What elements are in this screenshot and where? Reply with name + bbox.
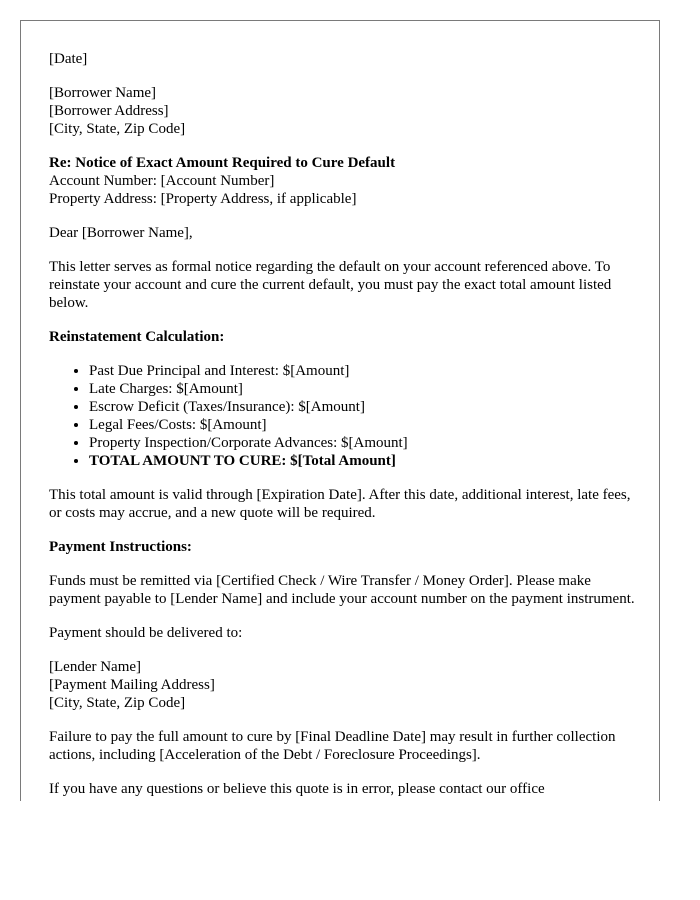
recipient-address: [Borrower Address] <box>49 103 169 119</box>
lender-address: [Payment Mailing Address] <box>49 677 215 693</box>
failure-paragraph: Failure to pay the full amount to cure by [Final Deadline Date] may result in further collection actions, including [Acceleration of the Debt / Foreclosure Proceedings]. <box>49 729 616 763</box>
letter-page <box>20 20 660 801</box>
recipient-city-state-zip: [City, State, Zip Code] <box>49 121 186 137</box>
lender-name: [Lender Name] <box>49 659 142 675</box>
account-number-line: Account Number: [Account Number] <box>49 173 275 189</box>
list-item: • Escrow Deficit (Taxes/Insurance): $[Amount] <box>89 398 639 416</box>
calculation-heading: Reinstatement Calculation: <box>49 329 225 345</box>
lender-city-state-zip: [City, State, Zip Code] <box>49 695 186 711</box>
payment-paragraph: Funds must be remitted via [Certified Check / Wire Transfer / Money Order]. Please make payment payable to [Lender Name] and include your account number on the payment instrument. <box>49 573 635 607</box>
subject-block <box>49 154 639 208</box>
list-item: • Late Charges: $[Amount] <box>89 380 639 398</box>
lender-block <box>49 658 639 712</box>
letter-date: [Date] <box>49 51 88 67</box>
list-item: • Legal Fees/Costs: $[Amount] <box>89 416 639 434</box>
validity-paragraph: This total amount is valid through [Expiration Date]. After this date, additional interest, late fees, or costs may accrue, and a new quote will be required. <box>49 487 631 521</box>
letter-body <box>49 50 639 801</box>
recipient-name: [Borrower Name] <box>49 85 157 101</box>
payment-heading: Payment Instructions: <box>49 539 192 555</box>
salutation: Dear [Borrower Name], <box>49 225 193 241</box>
cutoff-paragraph: If you have any questions or believe this quote is in error, please contact our office <box>49 781 545 797</box>
intro-paragraph: This letter serves as formal notice regarding the default on your account referenced above. To reinstate your account and cure the current default, you must pay the exact total amount listed below. <box>49 259 612 311</box>
total-amount-item: • TOTAL AMOUNT TO CURE: $[Total Amount] <box>89 452 639 470</box>
list-item: • Property Inspection/Corporate Advances: $[Amount] <box>89 434 639 452</box>
recipient-block <box>49 84 639 138</box>
calculation-list <box>49 362 639 470</box>
subject-re-line: Re: Notice of Exact Amount Required to Cure Default <box>49 155 396 171</box>
list-item: • Past Due Principal and Interest: $[Amount] <box>89 362 639 380</box>
property-address-line: Property Address: [Property Address, if applicable] <box>49 191 357 207</box>
delivery-intro: Payment should be delivered to: <box>49 625 243 641</box>
